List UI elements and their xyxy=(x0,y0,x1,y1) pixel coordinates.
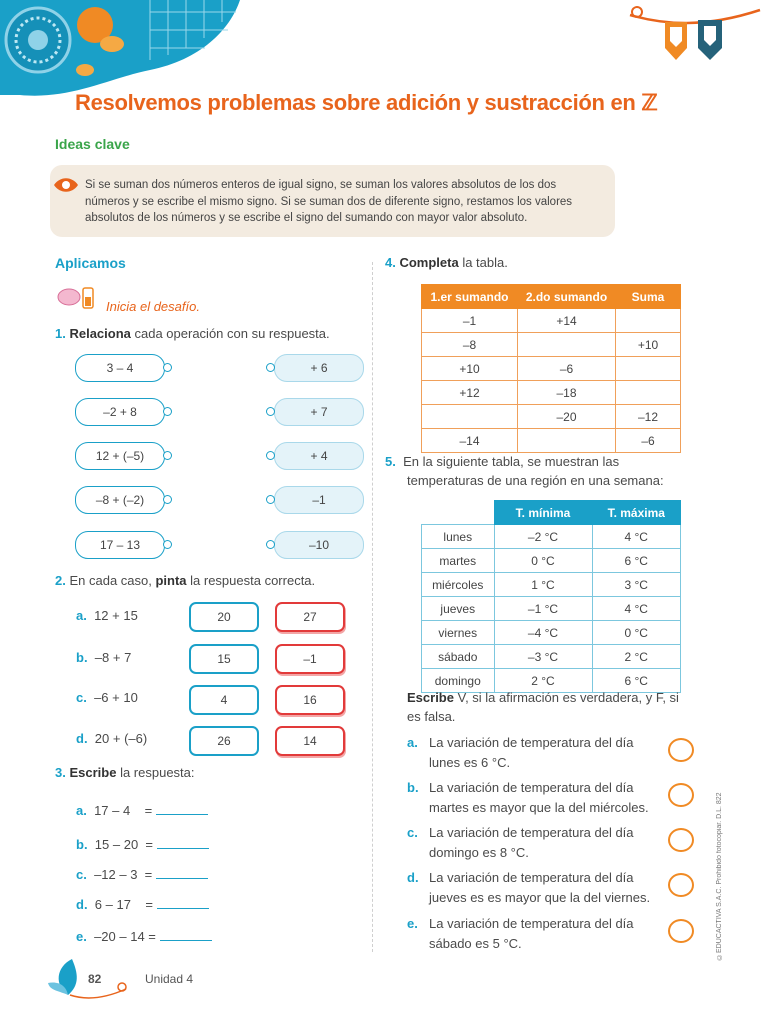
item-expression: 20 + (–6) xyxy=(94,731,148,746)
table-cell: 2 °C xyxy=(592,645,681,669)
connector-dot[interactable] xyxy=(266,451,275,460)
table-cell: 0 °C xyxy=(592,621,681,645)
option-button[interactable]: 4 xyxy=(189,685,259,715)
banner-decoration xyxy=(625,0,768,70)
table-cell: –2 °C xyxy=(494,525,592,549)
item-label: c. xyxy=(76,690,87,705)
table-header-row xyxy=(422,501,681,525)
q5-instruction xyxy=(407,688,687,726)
q3-item-d xyxy=(76,896,209,912)
ideas-clave-heading: Ideas clave xyxy=(55,136,130,152)
aplicamos-heading: Aplicamos xyxy=(55,255,126,271)
table-row xyxy=(422,573,681,597)
option-button[interactable]: 16 xyxy=(275,685,345,715)
statement-line: La variación de temperatura del día xyxy=(429,870,634,885)
q2-item-d xyxy=(76,731,147,746)
connector-dot[interactable] xyxy=(163,363,172,372)
table-row xyxy=(422,405,681,429)
eye-icon xyxy=(52,174,80,196)
brain-icon xyxy=(55,285,97,311)
table-cell[interactable]: +14 xyxy=(518,309,616,333)
table-cell: sábado xyxy=(422,645,495,669)
table-row xyxy=(422,429,681,453)
table-cell: –3 °C xyxy=(494,645,592,669)
table-cell[interactable]: –6 xyxy=(518,357,616,381)
column-divider xyxy=(372,262,373,952)
table-cell: –4 °C xyxy=(494,621,592,645)
table-cell: 2 °C xyxy=(494,669,592,693)
column-header: T. mínima xyxy=(494,501,592,525)
question-verb: Escribe xyxy=(407,690,454,705)
connector-dot[interactable] xyxy=(266,363,275,372)
statement-line: La variación de temperatura del día xyxy=(429,825,634,840)
answer-blank[interactable] xyxy=(157,896,209,909)
question-text: temperaturas de una región en una semana: xyxy=(407,473,664,488)
connector-dot[interactable] xyxy=(266,540,275,549)
question-text: En cada caso, xyxy=(69,573,156,588)
temperature-table xyxy=(421,500,681,693)
item-expression: –20 – 14 = xyxy=(94,929,156,944)
question-verb: pinta xyxy=(155,573,187,588)
question-text: cada operación con su respuesta. xyxy=(130,326,330,341)
item-expression: –12 – 3 = xyxy=(94,867,153,882)
table-row xyxy=(422,381,681,405)
q2-item-b xyxy=(76,650,131,665)
option-button[interactable]: 20 xyxy=(189,602,259,632)
table-row xyxy=(422,621,681,645)
item-expression: 12 + 15 xyxy=(94,608,138,623)
answer-blank[interactable] xyxy=(160,928,212,941)
item-label: a. xyxy=(76,608,87,623)
item-label: d. xyxy=(76,731,88,746)
connector-dot[interactable] xyxy=(163,451,172,460)
table-row xyxy=(422,597,681,621)
option-button[interactable]: 14 xyxy=(275,726,345,756)
sum-table xyxy=(421,284,681,453)
column-header xyxy=(422,501,495,525)
option-button[interactable]: –1 xyxy=(275,644,345,674)
item-expression: –8 + 7 xyxy=(94,650,132,665)
item-expression: 15 – 20 = xyxy=(94,837,153,852)
key-ideas-line: absolutos de los números y se escribe el signo del sumando con mayor valor absoluto. xyxy=(85,212,528,224)
connector-dot[interactable] xyxy=(266,407,275,416)
table-cell[interactable]: –12 xyxy=(616,405,681,429)
option-button[interactable]: 26 xyxy=(189,726,259,756)
table-cell[interactable] xyxy=(616,381,681,405)
table-row xyxy=(422,309,681,333)
table-cell[interactable]: –18 xyxy=(518,381,616,405)
table-cell[interactable]: –6 xyxy=(616,429,681,453)
key-ideas-line: números y se escribe el mismo signo. Si se suman dos de diferente signo, restamos los valores xyxy=(85,195,573,208)
question-verb: Completa xyxy=(399,255,459,270)
statement-line: La variación de temperatura del día xyxy=(429,735,634,750)
question-number: 1. xyxy=(55,326,66,341)
table-cell: 6 °C xyxy=(592,669,681,693)
statement-line: martes es mayor que la del miércoles. xyxy=(429,800,649,815)
column-header: Suma xyxy=(616,285,681,309)
statement-a xyxy=(407,733,634,773)
question-number: 4. xyxy=(385,255,396,270)
table-cell: lunes xyxy=(422,525,495,549)
answer-circle[interactable] xyxy=(668,738,694,762)
item-expression: 17 – 4 = xyxy=(94,803,153,818)
question-number: 3. xyxy=(55,765,66,780)
answer-circle[interactable] xyxy=(668,919,694,943)
table-cell: –1 °C xyxy=(494,597,592,621)
q2-item-c xyxy=(76,690,138,705)
connector-dot[interactable] xyxy=(266,495,275,504)
answer-circle[interactable] xyxy=(668,828,694,852)
item-label: a. xyxy=(407,735,418,750)
item-label: b. xyxy=(76,650,88,665)
table-cell[interactable]: –14 xyxy=(422,429,518,453)
statement-line: La variación de temperatura del día xyxy=(429,916,634,931)
table-cell: 4 °C xyxy=(592,525,681,549)
q2-item-a xyxy=(76,608,138,623)
match-right-item[interactable]: –1 xyxy=(274,486,364,514)
table-cell[interactable]: –1 xyxy=(422,309,518,333)
table-cell[interactable] xyxy=(616,357,681,381)
match-right-item[interactable]: –10 xyxy=(274,531,364,559)
connector-dot[interactable] xyxy=(163,495,172,504)
question-3 xyxy=(55,765,195,780)
item-label: b. xyxy=(76,837,88,852)
connector-dot[interactable] xyxy=(163,407,172,416)
match-left-item[interactable]: 3 – 4 xyxy=(75,354,165,382)
table-cell[interactable]: –20 xyxy=(518,405,616,429)
match-left-item[interactable]: –8 + (–2) xyxy=(75,486,165,514)
match-right-item[interactable]: + 7 xyxy=(274,398,364,426)
column-header: 2.do sumando xyxy=(518,285,616,309)
answer-blank[interactable] xyxy=(157,836,209,849)
statement-line: jueves es es mayor que la del viernes. xyxy=(429,890,651,905)
table-cell[interactable] xyxy=(616,309,681,333)
statement-line: domingo es 8 °C. xyxy=(429,845,529,860)
unit-label: Unidad 4 xyxy=(145,972,194,986)
item-label: c. xyxy=(407,825,418,840)
table-cell: miércoles xyxy=(422,573,495,597)
page-number: 82 xyxy=(88,972,102,986)
table-cell: 4 °C xyxy=(592,597,681,621)
statement-line: lunes es 6 °C. xyxy=(429,755,511,770)
question-verb: Escribe xyxy=(69,765,117,780)
page-title: Resolvemos problemas sobre adición y sustracción en ℤ xyxy=(75,90,658,115)
statement-e xyxy=(407,914,634,954)
table-cell: 3 °C xyxy=(592,573,681,597)
answer-blank[interactable] xyxy=(156,802,208,815)
match-left-item[interactable]: –2 + 8 xyxy=(75,398,165,426)
question-text: es falsa. xyxy=(407,709,456,724)
question-text: la respuesta correcta. xyxy=(186,573,316,588)
match-right-item[interactable]: + 4 xyxy=(274,442,364,470)
item-expression: 6 – 17 = xyxy=(94,897,153,912)
table-cell[interactable]: +10 xyxy=(422,357,518,381)
table-cell[interactable] xyxy=(422,405,518,429)
header-decoration xyxy=(0,0,290,100)
key-ideas-text xyxy=(85,177,605,227)
answer-circle[interactable] xyxy=(668,783,694,807)
table-header-row xyxy=(422,285,681,309)
item-label: e. xyxy=(76,929,87,944)
question-1 xyxy=(55,326,330,341)
table-cell: 6 °C xyxy=(592,549,681,573)
table-row xyxy=(422,525,681,549)
table-cell[interactable]: +10 xyxy=(616,333,681,357)
table-cell[interactable]: –8 xyxy=(422,333,518,357)
statement-line: sábado es 5 °C. xyxy=(429,936,522,951)
table-cell[interactable]: +12 xyxy=(422,381,518,405)
table-row xyxy=(422,645,681,669)
question-4 xyxy=(385,255,508,270)
item-label: c. xyxy=(76,867,87,882)
table-cell: domingo xyxy=(422,669,495,693)
table-cell: martes xyxy=(422,549,495,573)
item-label: d. xyxy=(76,897,88,912)
table-cell: viernes xyxy=(422,621,495,645)
option-button[interactable]: 15 xyxy=(189,644,259,674)
option-button[interactable]: 27 xyxy=(275,602,345,632)
table-row xyxy=(422,549,681,573)
q3-item-e xyxy=(76,928,212,944)
question-5 xyxy=(385,452,664,490)
match-right-item[interactable]: + 6 xyxy=(274,354,364,382)
statement-line: La variación de temperatura del día xyxy=(429,780,634,795)
table-row xyxy=(422,357,681,381)
item-expression: –6 + 10 xyxy=(94,690,138,705)
item-label: b. xyxy=(407,780,419,795)
question-2 xyxy=(55,573,315,588)
table-cell: jueves xyxy=(422,597,495,621)
statement-b xyxy=(407,778,649,818)
statement-c xyxy=(407,823,634,863)
question-verb: Relaciona xyxy=(69,326,131,341)
q3-item-a xyxy=(76,802,208,818)
item-label: a. xyxy=(76,803,87,818)
question-text: En la siguiente tabla, se muestran las xyxy=(403,454,620,469)
match-left-item[interactable]: 12 + (–5) xyxy=(75,442,165,470)
answer-blank[interactable] xyxy=(156,866,208,879)
copyright-note: ©EDUCACTIVA S.A.C. Prohibido fotocopiar. D.L. 822 xyxy=(716,792,723,960)
question-number: 2. xyxy=(55,573,66,588)
table-row xyxy=(422,333,681,357)
q3-item-b xyxy=(76,836,209,852)
key-ideas-line: Si se suman dos números enteros de igual signo, se suman los valores absolutos de los dos xyxy=(85,179,557,191)
table-cell[interactable] xyxy=(518,429,616,453)
column-header: 1.er sumando xyxy=(422,285,518,309)
table-cell[interactable] xyxy=(518,333,616,357)
question-text: V, si la afirmación es verdadera, y F, si xyxy=(453,690,679,705)
table-cell: 0 °C xyxy=(494,549,592,573)
table-cell: 1 °C xyxy=(494,573,592,597)
connector-dot[interactable] xyxy=(163,540,172,549)
inicia-desafio: Inicia el desafío. xyxy=(106,299,200,314)
item-label: d. xyxy=(407,870,419,885)
item-label: e. xyxy=(407,916,418,931)
question-text: la respuesta: xyxy=(116,765,195,780)
column-header: T. máxima xyxy=(592,501,681,525)
q3-item-c xyxy=(76,866,208,882)
match-left-item[interactable]: 17 – 13 xyxy=(75,531,165,559)
question-number: 5. xyxy=(385,454,396,469)
statement-d xyxy=(407,868,650,908)
answer-circle[interactable] xyxy=(668,873,694,897)
question-text: la tabla. xyxy=(458,255,508,270)
